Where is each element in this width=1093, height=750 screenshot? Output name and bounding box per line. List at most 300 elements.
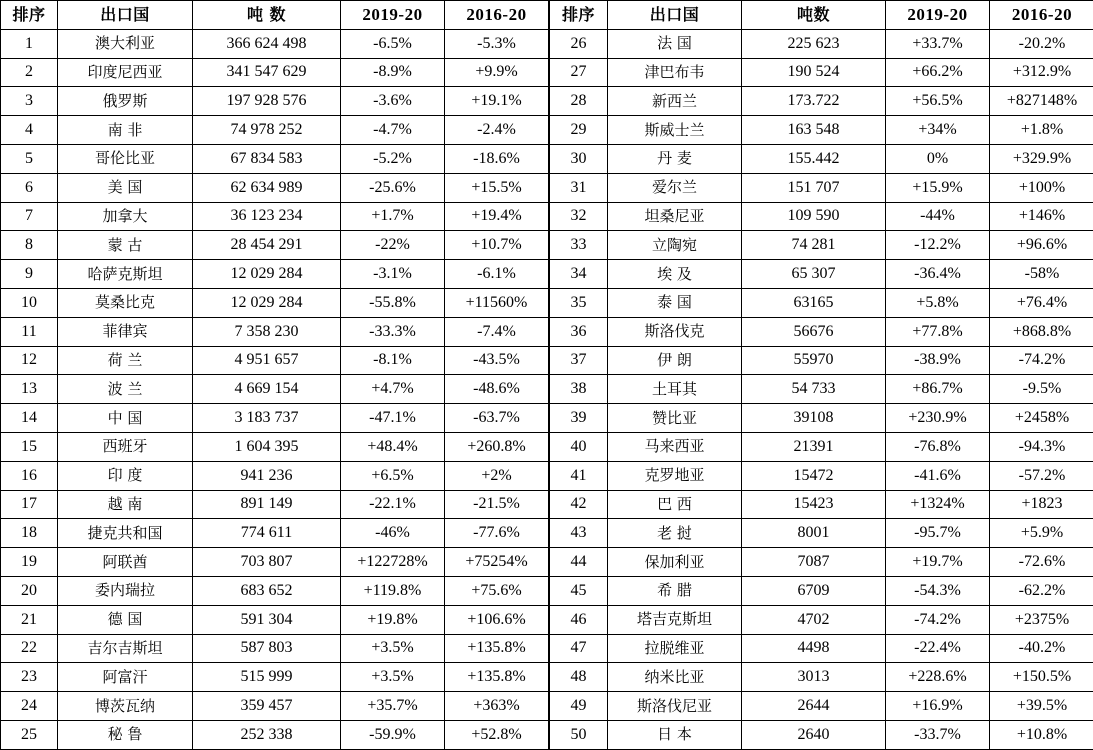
cell-rank: 12 bbox=[1, 346, 58, 375]
cell-tonnage: 941 236 bbox=[193, 461, 341, 490]
table-row bbox=[1, 116, 549, 145]
cell-change-2019-20: -46% bbox=[341, 519, 445, 548]
cell-change-2019-20: -8.1% bbox=[341, 346, 445, 375]
cell-change-2016-20: +9.9% bbox=[445, 58, 549, 87]
cell-tonnage: 12 029 284 bbox=[193, 288, 341, 317]
cell-tonnage: 109 590 bbox=[742, 202, 886, 231]
cell-change-2016-20: -72.6% bbox=[990, 548, 1093, 577]
cell-change-2016-20: -62.2% bbox=[990, 576, 1093, 605]
cell-country: 保加利亚 bbox=[608, 548, 742, 577]
table-row bbox=[1, 58, 549, 87]
table-row bbox=[550, 87, 1093, 116]
cell-change-2016-20: +312.9% bbox=[990, 58, 1093, 87]
table-row bbox=[550, 29, 1093, 58]
cell-tonnage: 341 547 629 bbox=[193, 58, 341, 87]
cell-country: 波 兰 bbox=[58, 375, 193, 404]
cell-country: 赞比亚 bbox=[608, 404, 742, 433]
cell-change-2019-20: -3.1% bbox=[341, 260, 445, 289]
table-row bbox=[550, 519, 1093, 548]
cell-tonnage: 591 304 bbox=[193, 605, 341, 634]
cell-change-2019-20: +1.7% bbox=[341, 202, 445, 231]
cell-change-2016-20: +106.6% bbox=[445, 605, 549, 634]
table-row bbox=[1, 461, 549, 490]
cell-country: 拉脱维亚 bbox=[608, 634, 742, 663]
cell-change-2016-20: +827148% bbox=[990, 87, 1093, 116]
table-row bbox=[550, 317, 1093, 346]
cell-change-2016-20: +2375% bbox=[990, 605, 1093, 634]
cell-tonnage: 21391 bbox=[742, 432, 886, 461]
cell-change-2019-20: 0% bbox=[886, 144, 990, 173]
table-row bbox=[550, 144, 1093, 173]
cell-country: 印 度 bbox=[58, 461, 193, 490]
table-row bbox=[550, 692, 1093, 721]
table-row bbox=[1, 663, 549, 692]
cell-country: 南 非 bbox=[58, 116, 193, 145]
cell-country: 越 南 bbox=[58, 490, 193, 519]
cell-change-2019-20: +66.2% bbox=[886, 58, 990, 87]
column-header-change-2019-20: 2019-20 bbox=[341, 1, 445, 30]
cell-rank: 17 bbox=[1, 490, 58, 519]
table-row bbox=[550, 116, 1093, 145]
cell-rank: 49 bbox=[550, 692, 608, 721]
cell-change-2016-20: -94.3% bbox=[990, 432, 1093, 461]
table-row bbox=[1, 231, 549, 260]
cell-change-2019-20: -95.7% bbox=[886, 519, 990, 548]
cell-change-2016-20: +868.8% bbox=[990, 317, 1093, 346]
cell-change-2019-20: +119.8% bbox=[341, 576, 445, 605]
cell-change-2016-20: +363% bbox=[445, 692, 549, 721]
cell-country: 阿联酋 bbox=[58, 548, 193, 577]
cell-rank: 45 bbox=[550, 576, 608, 605]
cell-tonnage: 7 358 230 bbox=[193, 317, 341, 346]
cell-country: 伊 朗 bbox=[608, 346, 742, 375]
cell-tonnage: 774 611 bbox=[193, 519, 341, 548]
cell-country: 德 国 bbox=[58, 605, 193, 634]
cell-change-2019-20: -36.4% bbox=[886, 260, 990, 289]
table-row bbox=[1, 605, 549, 634]
cell-tonnage: 15472 bbox=[742, 461, 886, 490]
cell-change-2016-20: +11560% bbox=[445, 288, 549, 317]
cell-change-2016-20: +75254% bbox=[445, 548, 549, 577]
table-header-row-left bbox=[1, 1, 549, 30]
cell-change-2016-20: -63.7% bbox=[445, 404, 549, 433]
column-header-tonnage: 吨数 bbox=[742, 1, 886, 30]
table-row bbox=[550, 490, 1093, 519]
cell-rank: 4 bbox=[1, 116, 58, 145]
table-row bbox=[550, 605, 1093, 634]
table-row bbox=[550, 461, 1093, 490]
cell-tonnage: 54 733 bbox=[742, 375, 886, 404]
cell-tonnage: 252 338 bbox=[193, 720, 341, 749]
cell-country: 阿富汗 bbox=[58, 663, 193, 692]
cell-country: 纳米比亚 bbox=[608, 663, 742, 692]
cell-change-2019-20: -22.1% bbox=[341, 490, 445, 519]
table-row bbox=[1, 720, 549, 749]
cell-country: 哈萨克斯坦 bbox=[58, 260, 193, 289]
cell-change-2019-20: -3.6% bbox=[341, 87, 445, 116]
cell-country: 塔吉克斯坦 bbox=[608, 605, 742, 634]
cell-change-2016-20: +19.1% bbox=[445, 87, 549, 116]
cell-change-2019-20: +77.8% bbox=[886, 317, 990, 346]
cell-country: 斯洛伐尼亚 bbox=[608, 692, 742, 721]
cell-country: 哥伦比亚 bbox=[58, 144, 193, 173]
cell-tonnage: 39108 bbox=[742, 404, 886, 433]
table-row bbox=[550, 663, 1093, 692]
cell-rank: 31 bbox=[550, 173, 608, 202]
cell-change-2016-20: +96.6% bbox=[990, 231, 1093, 260]
cell-rank: 6 bbox=[1, 173, 58, 202]
cell-change-2019-20: -54.3% bbox=[886, 576, 990, 605]
cell-change-2016-20: +150.5% bbox=[990, 663, 1093, 692]
table-row bbox=[550, 634, 1093, 663]
table-row bbox=[550, 548, 1093, 577]
cell-change-2019-20: -41.6% bbox=[886, 461, 990, 490]
cell-rank: 21 bbox=[1, 605, 58, 634]
cell-rank: 44 bbox=[550, 548, 608, 577]
table-row bbox=[550, 231, 1093, 260]
cell-change-2016-20: -57.2% bbox=[990, 461, 1093, 490]
cell-country: 莫桑比克 bbox=[58, 288, 193, 317]
table-row bbox=[1, 173, 549, 202]
cell-change-2019-20: -6.5% bbox=[341, 29, 445, 58]
cell-country: 荷 兰 bbox=[58, 346, 193, 375]
cell-rank: 50 bbox=[550, 720, 608, 749]
cell-rank: 20 bbox=[1, 576, 58, 605]
cell-tonnage: 67 834 583 bbox=[193, 144, 341, 173]
cell-change-2019-20: -44% bbox=[886, 202, 990, 231]
table-row bbox=[1, 29, 549, 58]
cell-change-2016-20: -6.1% bbox=[445, 260, 549, 289]
cell-change-2019-20: +34% bbox=[886, 116, 990, 145]
cell-country: 立陶宛 bbox=[608, 231, 742, 260]
cell-change-2016-20: -7.4% bbox=[445, 317, 549, 346]
cell-tonnage: 703 807 bbox=[193, 548, 341, 577]
cell-change-2016-20: -74.2% bbox=[990, 346, 1093, 375]
cell-tonnage: 359 457 bbox=[193, 692, 341, 721]
cell-change-2019-20: +122728% bbox=[341, 548, 445, 577]
cell-country: 埃 及 bbox=[608, 260, 742, 289]
table-row bbox=[1, 692, 549, 721]
cell-rank: 39 bbox=[550, 404, 608, 433]
cell-change-2019-20: -47.1% bbox=[341, 404, 445, 433]
cell-change-2019-20: -22.4% bbox=[886, 634, 990, 663]
cell-change-2019-20: +6.5% bbox=[341, 461, 445, 490]
cell-country: 克罗地亚 bbox=[608, 461, 742, 490]
cell-country: 坦桑尼亚 bbox=[608, 202, 742, 231]
table-row bbox=[1, 144, 549, 173]
cell-change-2019-20: -8.9% bbox=[341, 58, 445, 87]
export-table-right bbox=[549, 0, 1093, 750]
table-row bbox=[1, 490, 549, 519]
cell-country: 捷克共和国 bbox=[58, 519, 193, 548]
cell-tonnage: 4 951 657 bbox=[193, 346, 341, 375]
cell-country: 博茨瓦纳 bbox=[58, 692, 193, 721]
cell-country: 法 国 bbox=[608, 29, 742, 58]
cell-rank: 42 bbox=[550, 490, 608, 519]
cell-rank: 18 bbox=[1, 519, 58, 548]
cell-change-2016-20: +10.8% bbox=[990, 720, 1093, 749]
cell-tonnage: 173.722 bbox=[742, 87, 886, 116]
cell-change-2016-20: -5.3% bbox=[445, 29, 549, 58]
cell-rank: 24 bbox=[1, 692, 58, 721]
cell-change-2016-20: -43.5% bbox=[445, 346, 549, 375]
cell-tonnage: 65 307 bbox=[742, 260, 886, 289]
table-row bbox=[550, 173, 1093, 202]
table-row bbox=[550, 346, 1093, 375]
cell-change-2019-20: +16.9% bbox=[886, 692, 990, 721]
cell-tonnage: 2644 bbox=[742, 692, 886, 721]
cell-rank: 7 bbox=[1, 202, 58, 231]
column-header-change-2016-20: 2016-20 bbox=[990, 1, 1093, 30]
table-row bbox=[1, 519, 549, 548]
cell-country: 斯威士兰 bbox=[608, 116, 742, 145]
cell-change-2019-20: -33.7% bbox=[886, 720, 990, 749]
cell-change-2019-20: +3.5% bbox=[341, 634, 445, 663]
cell-country: 丹 麦 bbox=[608, 144, 742, 173]
table-row bbox=[1, 260, 549, 289]
cell-change-2019-20: +230.9% bbox=[886, 404, 990, 433]
cell-country: 加拿大 bbox=[58, 202, 193, 231]
cell-country: 美 国 bbox=[58, 173, 193, 202]
cell-change-2019-20: -74.2% bbox=[886, 605, 990, 634]
cell-country: 蒙 古 bbox=[58, 231, 193, 260]
cell-tonnage: 28 454 291 bbox=[193, 231, 341, 260]
cell-rank: 23 bbox=[1, 663, 58, 692]
cell-change-2019-20: +3.5% bbox=[341, 663, 445, 692]
cell-rank: 3 bbox=[1, 87, 58, 116]
cell-change-2019-20: -38.9% bbox=[886, 346, 990, 375]
cell-change-2016-20: +135.8% bbox=[445, 663, 549, 692]
cell-tonnage: 3 183 737 bbox=[193, 404, 341, 433]
table-row bbox=[550, 720, 1093, 749]
column-header-change-2019-20: 2019-20 bbox=[886, 1, 990, 30]
cell-change-2019-20: +35.7% bbox=[341, 692, 445, 721]
cell-change-2016-20: +2% bbox=[445, 461, 549, 490]
cell-tonnage: 515 999 bbox=[193, 663, 341, 692]
table-row bbox=[1, 317, 549, 346]
cell-change-2016-20: +52.8% bbox=[445, 720, 549, 749]
table-header-row-right bbox=[550, 1, 1093, 30]
table-row bbox=[550, 288, 1093, 317]
cell-tonnage: 366 624 498 bbox=[193, 29, 341, 58]
cell-change-2016-20: +329.9% bbox=[990, 144, 1093, 173]
cell-rank: 19 bbox=[1, 548, 58, 577]
cell-change-2016-20: -58% bbox=[990, 260, 1093, 289]
cell-change-2016-20: +75.6% bbox=[445, 576, 549, 605]
table-row bbox=[550, 432, 1093, 461]
cell-tonnage: 7087 bbox=[742, 548, 886, 577]
cell-change-2019-20: -12.2% bbox=[886, 231, 990, 260]
table-row bbox=[1, 375, 549, 404]
table-row bbox=[550, 58, 1093, 87]
cell-change-2019-20: +48.4% bbox=[341, 432, 445, 461]
cell-tonnage: 3013 bbox=[742, 663, 886, 692]
cell-country: 新西兰 bbox=[608, 87, 742, 116]
cell-tonnage: 8001 bbox=[742, 519, 886, 548]
cell-change-2016-20: +76.4% bbox=[990, 288, 1093, 317]
cell-tonnage: 55970 bbox=[742, 346, 886, 375]
cell-tonnage: 63165 bbox=[742, 288, 886, 317]
cell-country: 希 腊 bbox=[608, 576, 742, 605]
cell-tonnage: 36 123 234 bbox=[193, 202, 341, 231]
table-row bbox=[550, 202, 1093, 231]
cell-rank: 11 bbox=[1, 317, 58, 346]
cell-change-2019-20: -25.6% bbox=[341, 173, 445, 202]
cell-tonnage: 74 281 bbox=[742, 231, 886, 260]
table-row bbox=[1, 634, 549, 663]
cell-rank: 26 bbox=[550, 29, 608, 58]
cell-rank: 48 bbox=[550, 663, 608, 692]
cell-tonnage: 225 623 bbox=[742, 29, 886, 58]
cell-country: 澳大利亚 bbox=[58, 29, 193, 58]
cell-rank: 16 bbox=[1, 461, 58, 490]
cell-country: 津巴布韦 bbox=[608, 58, 742, 87]
cell-country: 老 挝 bbox=[608, 519, 742, 548]
cell-change-2019-20: -33.3% bbox=[341, 317, 445, 346]
cell-tonnage: 151 707 bbox=[742, 173, 886, 202]
cell-change-2019-20: +33.7% bbox=[886, 29, 990, 58]
cell-country: 马来西亚 bbox=[608, 432, 742, 461]
cell-rank: 37 bbox=[550, 346, 608, 375]
cell-change-2016-20: +10.7% bbox=[445, 231, 549, 260]
cell-change-2016-20: +19.4% bbox=[445, 202, 549, 231]
cell-change-2016-20: -9.5% bbox=[990, 375, 1093, 404]
column-header-country: 出口国 bbox=[58, 1, 193, 30]
cell-change-2019-20: -59.9% bbox=[341, 720, 445, 749]
cell-country: 爱尔兰 bbox=[608, 173, 742, 202]
cell-change-2019-20: +86.7% bbox=[886, 375, 990, 404]
cell-change-2016-20: -20.2% bbox=[990, 29, 1093, 58]
cell-rank: 41 bbox=[550, 461, 608, 490]
cell-tonnage: 197 928 576 bbox=[193, 87, 341, 116]
column-header-tonnage: 吨 数 bbox=[193, 1, 341, 30]
cell-tonnage: 12 029 284 bbox=[193, 260, 341, 289]
cell-tonnage: 4498 bbox=[742, 634, 886, 663]
cell-rank: 28 bbox=[550, 87, 608, 116]
cell-change-2019-20: -22% bbox=[341, 231, 445, 260]
cell-change-2016-20: +260.8% bbox=[445, 432, 549, 461]
cell-rank: 8 bbox=[1, 231, 58, 260]
cell-tonnage: 683 652 bbox=[193, 576, 341, 605]
cell-country: 秘 鲁 bbox=[58, 720, 193, 749]
cell-rank: 46 bbox=[550, 605, 608, 634]
cell-tonnage: 587 803 bbox=[193, 634, 341, 663]
cell-country: 菲律宾 bbox=[58, 317, 193, 346]
table-row bbox=[550, 375, 1093, 404]
cell-change-2016-20: +15.5% bbox=[445, 173, 549, 202]
cell-change-2019-20: -4.7% bbox=[341, 116, 445, 145]
cell-rank: 5 bbox=[1, 144, 58, 173]
cell-rank: 14 bbox=[1, 404, 58, 433]
cell-rank: 13 bbox=[1, 375, 58, 404]
cell-rank: 22 bbox=[1, 634, 58, 663]
cell-country: 巴 西 bbox=[608, 490, 742, 519]
cell-change-2019-20: +56.5% bbox=[886, 87, 990, 116]
cell-rank: 9 bbox=[1, 260, 58, 289]
cell-change-2016-20: +135.8% bbox=[445, 634, 549, 663]
cell-change-2019-20: +19.7% bbox=[886, 548, 990, 577]
cell-rank: 47 bbox=[550, 634, 608, 663]
cell-tonnage: 190 524 bbox=[742, 58, 886, 87]
column-header-rank: 排序 bbox=[550, 1, 608, 30]
column-header-country: 出口国 bbox=[608, 1, 742, 30]
cell-tonnage: 56676 bbox=[742, 317, 886, 346]
cell-country: 吉尔吉斯坦 bbox=[58, 634, 193, 663]
cell-country: 印度尼西亚 bbox=[58, 58, 193, 87]
cell-rank: 34 bbox=[550, 260, 608, 289]
cell-country: 俄罗斯 bbox=[58, 87, 193, 116]
cell-change-2016-20: +1.8% bbox=[990, 116, 1093, 145]
cell-change-2016-20: -40.2% bbox=[990, 634, 1093, 663]
table-row bbox=[550, 260, 1093, 289]
cell-tonnage: 1 604 395 bbox=[193, 432, 341, 461]
table-row bbox=[1, 404, 549, 433]
cell-change-2019-20: +15.9% bbox=[886, 173, 990, 202]
cell-change-2016-20: +2458% bbox=[990, 404, 1093, 433]
column-header-change-2016-20: 2016-20 bbox=[445, 1, 549, 30]
table-row bbox=[1, 87, 549, 116]
cell-change-2019-20: +1324% bbox=[886, 490, 990, 519]
cell-tonnage: 163 548 bbox=[742, 116, 886, 145]
cell-change-2016-20: +146% bbox=[990, 202, 1093, 231]
cell-rank: 35 bbox=[550, 288, 608, 317]
cell-rank: 15 bbox=[1, 432, 58, 461]
cell-tonnage: 62 634 989 bbox=[193, 173, 341, 202]
table-row bbox=[1, 548, 549, 577]
cell-rank: 10 bbox=[1, 288, 58, 317]
cell-country: 中 国 bbox=[58, 404, 193, 433]
cell-rank: 33 bbox=[550, 231, 608, 260]
cell-change-2019-20: -76.8% bbox=[886, 432, 990, 461]
table-row bbox=[1, 202, 549, 231]
cell-country: 委内瑞拉 bbox=[58, 576, 193, 605]
cell-tonnage: 6709 bbox=[742, 576, 886, 605]
cell-change-2019-20: +228.6% bbox=[886, 663, 990, 692]
cell-rank: 36 bbox=[550, 317, 608, 346]
cell-change-2016-20: +100% bbox=[990, 173, 1093, 202]
cell-rank: 27 bbox=[550, 58, 608, 87]
cell-country: 泰 国 bbox=[608, 288, 742, 317]
cell-change-2019-20: +19.8% bbox=[341, 605, 445, 634]
cell-change-2019-20: +4.7% bbox=[341, 375, 445, 404]
cell-tonnage: 74 978 252 bbox=[193, 116, 341, 145]
cell-change-2019-20: -55.8% bbox=[341, 288, 445, 317]
table-row bbox=[1, 346, 549, 375]
cell-change-2016-20: +39.5% bbox=[990, 692, 1093, 721]
cell-rank: 29 bbox=[550, 116, 608, 145]
cell-tonnage: 4 669 154 bbox=[193, 375, 341, 404]
cell-country: 土耳其 bbox=[608, 375, 742, 404]
cell-country: 西班牙 bbox=[58, 432, 193, 461]
cell-tonnage: 155.442 bbox=[742, 144, 886, 173]
cell-tonnage: 2640 bbox=[742, 720, 886, 749]
cell-rank: 30 bbox=[550, 144, 608, 173]
cell-tonnage: 891 149 bbox=[193, 490, 341, 519]
column-header-rank: 排序 bbox=[1, 1, 58, 30]
cell-country: 斯洛伐克 bbox=[608, 317, 742, 346]
table-row bbox=[1, 432, 549, 461]
cell-change-2019-20: +5.8% bbox=[886, 288, 990, 317]
table-row bbox=[550, 576, 1093, 605]
cell-rank: 43 bbox=[550, 519, 608, 548]
cell-change-2016-20: -2.4% bbox=[445, 116, 549, 145]
cell-change-2016-20: -77.6% bbox=[445, 519, 549, 548]
cell-country: 日 本 bbox=[608, 720, 742, 749]
cell-tonnage: 15423 bbox=[742, 490, 886, 519]
table-row bbox=[550, 404, 1093, 433]
table-row bbox=[1, 576, 549, 605]
cell-rank: 32 bbox=[550, 202, 608, 231]
